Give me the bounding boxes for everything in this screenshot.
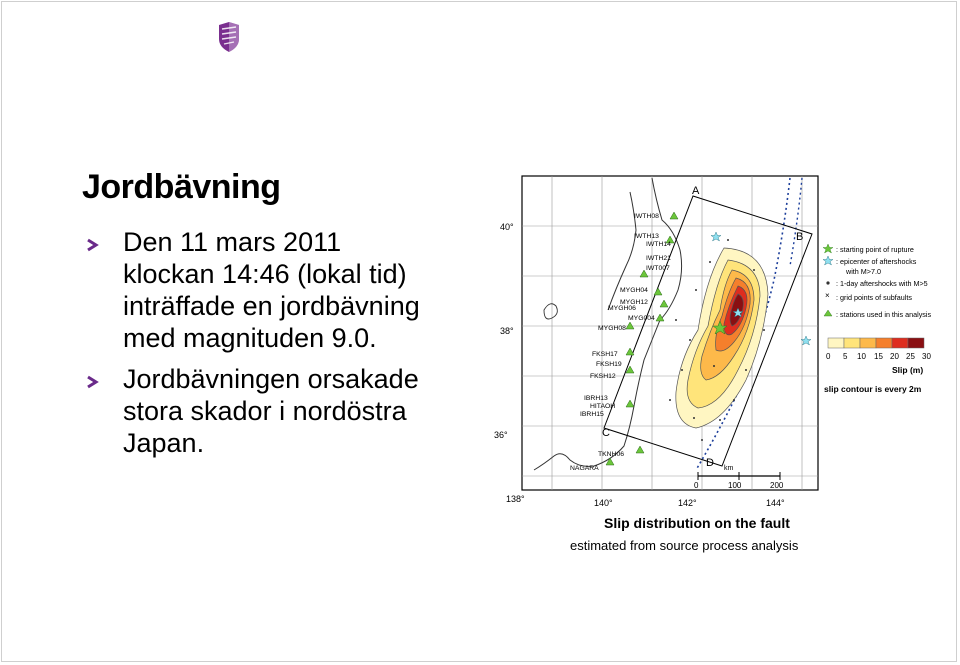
station-label: HITAOH: [590, 403, 616, 410]
legend-text: : grid points of subfaults: [836, 293, 912, 302]
chevron-right-icon: [86, 375, 100, 389]
station-label: FKSH19: [596, 361, 622, 368]
slide-title: Jordbävning: [82, 168, 281, 206]
distance-unit: km: [724, 465, 734, 472]
legend-text: : epicenter of aftershocks: [836, 257, 917, 266]
distance-tick: 100: [728, 481, 742, 490]
lon-label: 144°: [766, 498, 785, 508]
fault-corner-label: B: [796, 231, 804, 243]
scale-swatch: [892, 338, 908, 348]
bullet-line: inträffade en jordbävning: [123, 291, 420, 321]
scale-tick: 0: [826, 352, 831, 361]
legend-text: : 1-day aftershocks with M>5: [836, 279, 928, 288]
station-label: NAGARA: [570, 465, 599, 472]
station-label: IBRH13: [584, 395, 608, 402]
figure-caption-subtitle: estimated from source process analysis: [570, 538, 799, 553]
map-legend: [823, 244, 931, 394]
scale-tick: 15: [874, 352, 883, 361]
station-label: TKNH06: [598, 451, 625, 458]
station-label: IWTH21: [646, 255, 671, 262]
station-label: IWTH13: [634, 233, 659, 240]
fault-corner-label: A: [692, 185, 700, 197]
bullet-line: klockan 14:46 (lokal tid): [123, 259, 407, 289]
station-label: MYG004: [628, 315, 655, 322]
bullet-list: [86, 226, 486, 468]
triangle-icon: [824, 310, 832, 316]
station-label: IWTH08: [634, 213, 659, 220]
lat-label: 40°: [500, 222, 514, 232]
longitude-labels: [506, 494, 785, 508]
bullet-line: med magnituden 9.0.: [123, 323, 377, 353]
scale-tick: 25: [906, 352, 915, 361]
bullet-line: Den 11 mars 2011: [123, 227, 342, 257]
bullet-item: [86, 363, 486, 459]
station-label: FKSH17: [592, 351, 618, 358]
legend-text: : stations used in this analysis: [836, 310, 932, 319]
station-label: MYGH08: [598, 325, 626, 332]
scale-tick: 10: [857, 352, 866, 361]
green-star-icon: [823, 244, 833, 253]
figure-caption-title: Slip distribution on the fault: [604, 515, 790, 531]
slip-color-scale: [828, 338, 924, 348]
station-label: MYGH12: [620, 299, 648, 306]
station-label: IWTH14: [646, 241, 671, 248]
fault-corner-label: C: [602, 427, 610, 439]
station-label: FKSH12: [590, 373, 616, 380]
bullet-line: stora skador i nordöstra: [123, 396, 407, 426]
scale-swatch: [908, 338, 924, 348]
fault-corner-label: D: [706, 457, 714, 469]
lon-label: 140°: [594, 498, 613, 508]
station-label: IBRH15: [580, 411, 604, 418]
cross-icon: ×: [825, 291, 830, 300]
legend-text: with M>7.0: [846, 267, 881, 276]
lon-label: 138°: [506, 494, 525, 504]
lon-label: 142°: [678, 498, 697, 508]
bullet-item: [86, 226, 486, 354]
bullet-line: Japan.: [123, 428, 205, 458]
lat-label: 36°: [494, 430, 508, 440]
scale-tick: 30: [922, 352, 931, 361]
scale-swatch: [828, 338, 844, 348]
distance-tick: 0: [694, 481, 699, 490]
contour-note: slip contour is every 2m: [824, 384, 922, 394]
logo-shield-icon: [217, 22, 241, 52]
scale-tick: 5: [843, 352, 848, 361]
lat-label: 38°: [500, 326, 514, 336]
scale-ticks: [826, 352, 931, 361]
bullet-line: Jordbävningen orsakade: [123, 364, 419, 394]
scale-swatch: [860, 338, 876, 348]
legend-text: : starting point of rupture: [836, 245, 914, 254]
scale-tick: 20: [890, 352, 899, 361]
station-label: IWT007: [646, 265, 670, 272]
cyan-star-icon: [823, 256, 833, 265]
scale-swatch: [844, 338, 860, 348]
latitude-labels: [494, 222, 514, 440]
station-label: MYGH04: [620, 287, 648, 294]
dot-icon: [826, 281, 829, 284]
chevron-right-icon: [86, 238, 100, 252]
scale-swatch: [876, 338, 892, 348]
scale-title: Slip (m): [892, 365, 924, 375]
distance-tick: 200: [770, 481, 784, 490]
station-label: MYGH06: [608, 305, 636, 312]
slip-distribution-figure: [484, 170, 954, 562]
